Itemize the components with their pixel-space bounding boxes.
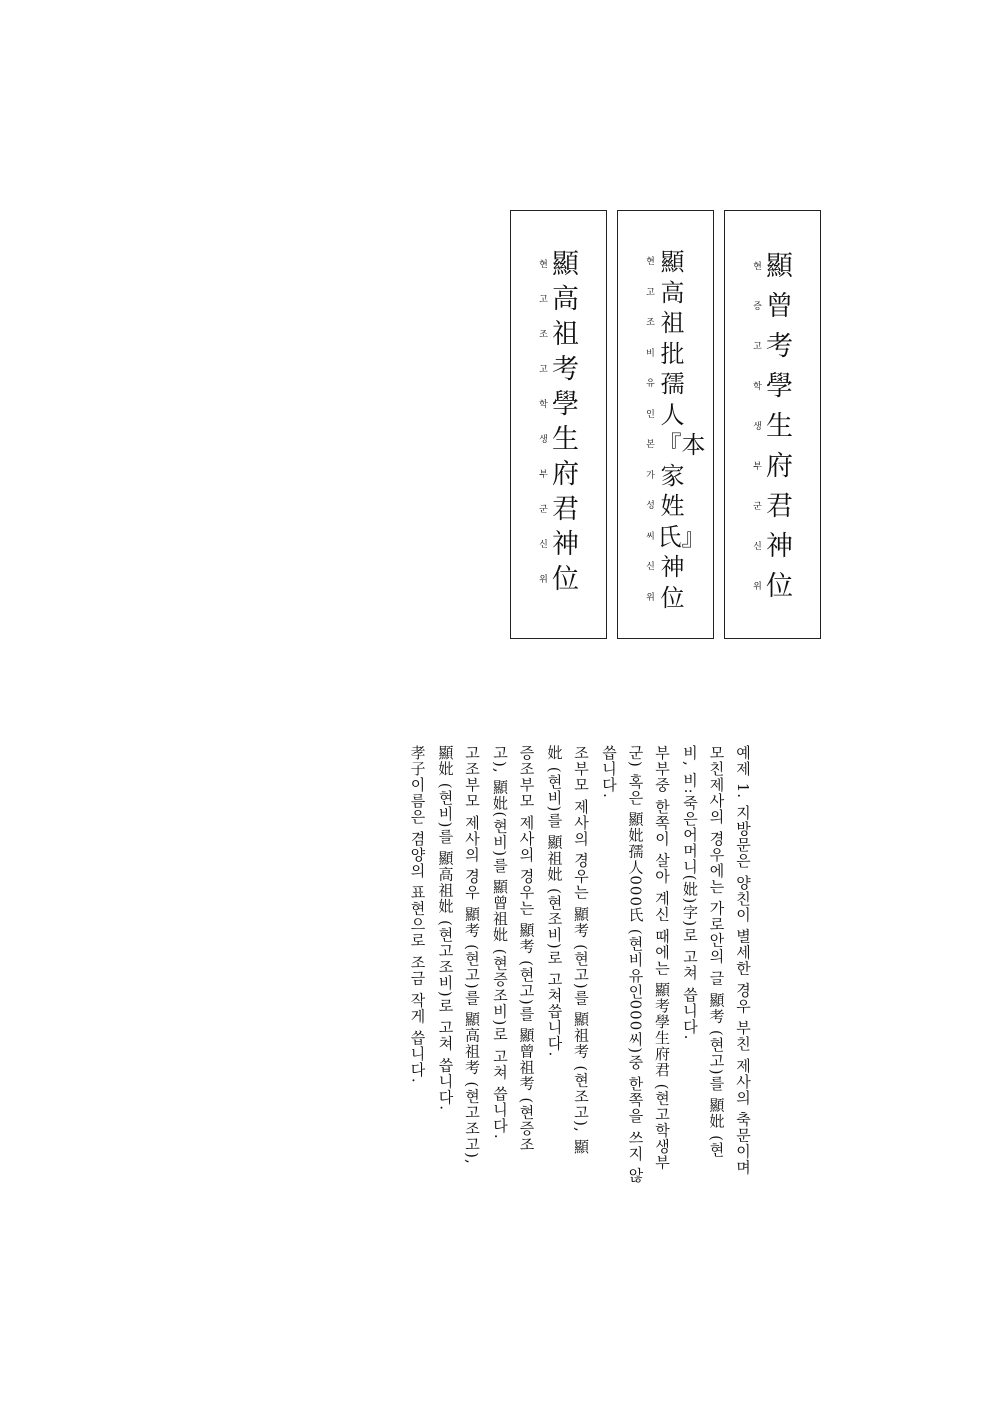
hanja-character: 批 <box>660 339 685 368</box>
hanja-character: 『本 <box>657 431 706 459</box>
hangul-reading: 신 <box>753 542 762 552</box>
hanja-character: 位 <box>766 571 793 602</box>
tablet-char <box>537 527 581 562</box>
tablet-char <box>537 457 581 492</box>
tablet-char <box>644 430 706 461</box>
hangul-reading: 가 <box>646 470 655 481</box>
hangul-reading: 부 <box>753 462 762 472</box>
hanja-character: 顯 <box>766 251 793 282</box>
tablet-char <box>644 369 688 400</box>
tablet-char <box>537 422 581 457</box>
tablet-char <box>537 387 581 422</box>
hanja-character: 學 <box>766 371 793 402</box>
tablet-char <box>537 352 581 387</box>
hangul-reading: 학 <box>753 382 762 392</box>
tablet-char <box>644 583 688 614</box>
hanja-character: 顯 <box>552 249 579 280</box>
hangul-reading: 군 <box>753 502 762 512</box>
hanja-character: 考 <box>766 331 793 362</box>
hangul-reading: 비 <box>646 348 655 359</box>
tablet-char <box>751 367 795 407</box>
text-line: 고), 顯妣(현비)를 顯曾祖妣 (현증조비)로 고쳐 씁니다. <box>491 745 509 1140</box>
tablet-left <box>510 210 607 639</box>
hanja-character: 姓 <box>660 492 685 520</box>
hangul-reading: 인 <box>646 409 655 420</box>
hanja-character: 生 <box>766 411 793 442</box>
hangul-reading: 부 <box>539 469 548 480</box>
hangul-reading: 증 <box>753 302 762 312</box>
hangul-reading: 현 <box>539 259 548 270</box>
tablet-char <box>751 527 795 567</box>
hanja-character: 君 <box>766 491 793 522</box>
tablet-char <box>644 308 688 339</box>
hanja-character: 高 <box>552 284 579 315</box>
text-line: 고조부모 제사의 경우 顯考 (현고)를 顯高祖考 (현고조고), <box>463 745 481 1165</box>
tablet-middle <box>617 210 714 639</box>
tablet-char <box>751 287 795 327</box>
text-line: 孝子이름은 겸양의 표현으로 조금 작게 씁니다. <box>408 745 427 1084</box>
hanja-character: 府 <box>766 451 793 482</box>
tablet-char <box>537 492 581 527</box>
hanja-character: 顯 <box>660 248 685 276</box>
hanja-character: 孺 <box>660 370 685 398</box>
tablet-char <box>644 400 688 431</box>
hanja-character: 學 <box>552 389 579 420</box>
hangul-reading: 신 <box>539 539 548 550</box>
text-line: 顯妣 (현비)를 顯高祖妣 (현고조비)로 고쳐 씁니다. <box>436 745 455 1112</box>
hanja-character: 氏』 <box>657 522 706 551</box>
hangul-reading: 위 <box>753 582 762 592</box>
hangul-reading: 본 <box>646 440 655 451</box>
hanja-character: 神 <box>660 553 685 581</box>
tablet-char <box>537 247 581 282</box>
text-line: 부부중 한쪽이 살아 계신 때에는 顯考學生府君 (현고학생부 <box>653 745 671 1171</box>
hanja-character: 君 <box>552 494 579 525</box>
tablet-right <box>724 210 821 639</box>
hangul-reading: 군 <box>539 504 548 515</box>
tablet-char <box>644 278 688 309</box>
text-line: 모친제사의 경우에는 가로안의 글 顯考 (현고)를 顯妣 (현 <box>707 745 726 1158</box>
hangul-reading: 위 <box>646 592 655 603</box>
hanja-character: 生 <box>552 424 579 455</box>
hangul-reading: 학 <box>539 399 548 410</box>
tablet-char <box>751 327 795 367</box>
tablet-char <box>751 247 795 287</box>
hanja-character: 祖 <box>552 319 579 350</box>
hangul-reading: 생 <box>753 422 762 432</box>
hangul-reading: 현 <box>646 257 655 268</box>
hangul-reading: 고 <box>753 342 762 352</box>
tablet-char <box>644 247 688 278</box>
hangul-reading: 신 <box>646 562 655 573</box>
hangul-reading: 성 <box>646 501 655 512</box>
hanja-character: 考 <box>552 354 579 385</box>
hanja-character: 府 <box>552 459 579 490</box>
text-line: 군) 혹은 顯妣孺人000氏 (현비유인000씨)중 한쪽을 쓰지 않 <box>626 745 645 1184</box>
tablet-char <box>751 407 795 447</box>
tablet-char <box>644 552 688 583</box>
hangul-reading: 유 <box>646 379 655 390</box>
hanja-character: 位 <box>660 583 685 612</box>
text-line: 증조부모 제사의 경우는 顯考 (현고)를 顯曾祖考 (현증조 <box>517 745 536 1153</box>
tablet-char <box>751 567 795 607</box>
hanja-character: 人 <box>660 400 685 429</box>
hangul-reading: 고 <box>539 364 548 375</box>
hangul-reading: 조 <box>539 329 548 340</box>
tablet-char <box>751 447 795 487</box>
tablet-char <box>751 487 795 527</box>
hanja-character: 高 <box>660 278 685 307</box>
tablet-char <box>537 282 581 317</box>
text-line: 예제 1. 지방문은 양친이 별세한 경우 부친 제사의 축문이며 <box>734 745 752 1176</box>
hangul-reading: 생 <box>539 434 548 445</box>
hangul-reading: 씨 <box>646 531 655 542</box>
tablet-char <box>644 522 706 553</box>
hanja-character: 神 <box>552 529 579 560</box>
hanja-character: 家 <box>660 461 685 490</box>
tablet-char <box>644 339 688 370</box>
text-line: 妣 (현비)를 顯祖妣 (현조비)로 고쳐씁니다. <box>545 745 564 1058</box>
hanja-character: 神 <box>766 531 793 562</box>
tablet-char <box>644 491 688 522</box>
tablet-char <box>537 317 581 352</box>
hangul-reading: 위 <box>539 574 548 585</box>
text-line: 조부모 제사의 경우는 顯考 (현고)를 顯祖考 (현조고), 顯 <box>572 745 590 1155</box>
tablet-char <box>644 461 688 492</box>
hanja-character: 位 <box>552 564 579 595</box>
hangul-reading: 고 <box>646 287 655 298</box>
text-line: 비, 비:죽은어머니(妣)字)로 고쳐 씁니다. <box>681 745 699 1041</box>
tablet-char <box>537 562 581 597</box>
hangul-reading: 현 <box>753 262 762 272</box>
hanja-character: 曾 <box>766 291 793 322</box>
text-line: 씁니다. <box>600 745 618 799</box>
hanja-character: 祖 <box>660 309 685 337</box>
hangul-reading: 조 <box>646 318 655 329</box>
hangul-reading: 고 <box>539 294 548 305</box>
